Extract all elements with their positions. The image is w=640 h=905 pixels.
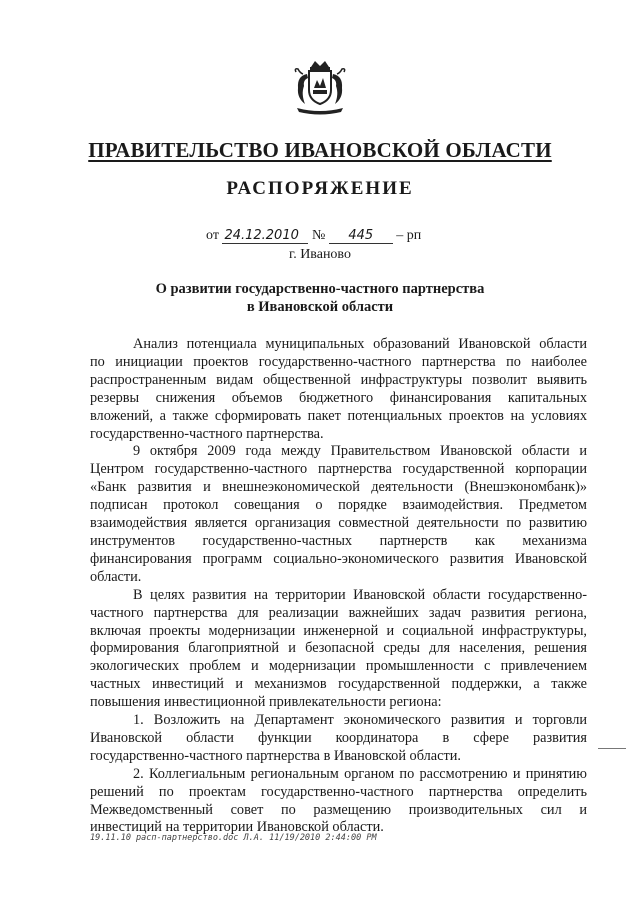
organization-title: ПРАВИТЕЛЬСТВО ИВАНОВСКОЙ ОБЛАСТИ <box>88 138 552 162</box>
margin-scan-mark <box>598 748 626 749</box>
body-line: В целях развития на территории Ивановской области государственно- <box>133 586 587 603</box>
body-line: экологических проблем и модернизации промышленности с привлечением <box>90 658 587 675</box>
body-line: частных инвестиций и механизмов государственной поддержки, а также <box>90 676 587 693</box>
coat-of-arms-emblem <box>291 58 349 116</box>
body-line: включая проекты модернизации инженерной и социальной инфраструктуры, <box>90 622 587 639</box>
document-body <box>90 336 587 837</box>
body-line: инвестиций на территории Ивановской области. <box>90 819 384 836</box>
body-line: частного партнерства для реализации важнейших задач развития региона, <box>90 604 587 621</box>
subject-line: в Ивановской области <box>246 299 394 315</box>
body-line: 9 октября 2009 года между Правительством Ивановской области и <box>133 443 587 460</box>
body-line: финансирования программ социально-экономического развития Ивановской <box>90 550 587 567</box>
body-line: 1. Возложить на Департамент экономического развития и торговли <box>133 712 587 729</box>
body-line: Ивановской области функции координатора в сфере развития <box>90 729 587 746</box>
subject-line: О развитии государственно-частного партнерства <box>155 281 485 297</box>
body-line: формирования благоприятной и безопасной среды для населения, решения <box>90 640 587 657</box>
body-line: Межведомственный совет по размещению производительных сил и <box>90 801 587 818</box>
handwritten-date: 24.12.2010 <box>222 228 308 244</box>
city-name: г. Иваново <box>289 247 351 262</box>
body-line: области. <box>90 568 142 585</box>
body-line: подписан протокол совещания о порядке взаимодействия. Предметом <box>90 497 587 514</box>
date-prefix: от <box>206 228 219 243</box>
body-line: Центром государственно-частного партнерства государственной корпорации <box>90 461 587 478</box>
body-line: вложений, а также сформировать пакет потенциальных проектов на условиях <box>90 407 587 424</box>
body-line: взаимодействия является организация совместной деятельности по развитию <box>90 515 587 532</box>
file-footer: 19.11.10 расп-партнерство.doc Л.А. 11/19/2010 2:44:00 PM <box>90 833 377 843</box>
body-line: Анализ потенциала муниципальных образований Ивановской области <box>133 336 587 352</box>
body-line: 2. Коллегиальным региональным органом по рассмотрению и принятию <box>133 765 587 782</box>
document-type: РАСПОРЯЖЕНИЕ <box>226 178 414 199</box>
body-line: резервы снижения объемов бюджетного финансирования капитальных <box>90 389 587 406</box>
handwritten-number: 445 <box>329 228 393 244</box>
body-line: распространенным видам общественной инфраструктуры позволит выявить <box>90 371 587 388</box>
document-subject <box>0 280 640 316</box>
body-line: решений по проектам государственно-частного партнерства определить <box>90 783 587 800</box>
number-sign: № <box>311 228 326 243</box>
body-line: государственно-частного партнерства в Ивановской области. <box>90 747 461 764</box>
body-line: инструментов государственно-частных партнерств как механизма <box>90 532 587 549</box>
body-line: повышения инвестиционной привлекательности региона: <box>90 694 442 711</box>
body-line: государственно-частного партнерства. <box>90 425 324 442</box>
registration-line <box>206 228 421 244</box>
body-line: по инициации проектов государственно-частного партнерства по наиболее <box>90 353 587 370</box>
number-suffix: – рп <box>396 228 422 243</box>
body-line: «Банк развития и внешнеэкономической деятельности (Внешэкономбанк)» <box>90 479 587 496</box>
